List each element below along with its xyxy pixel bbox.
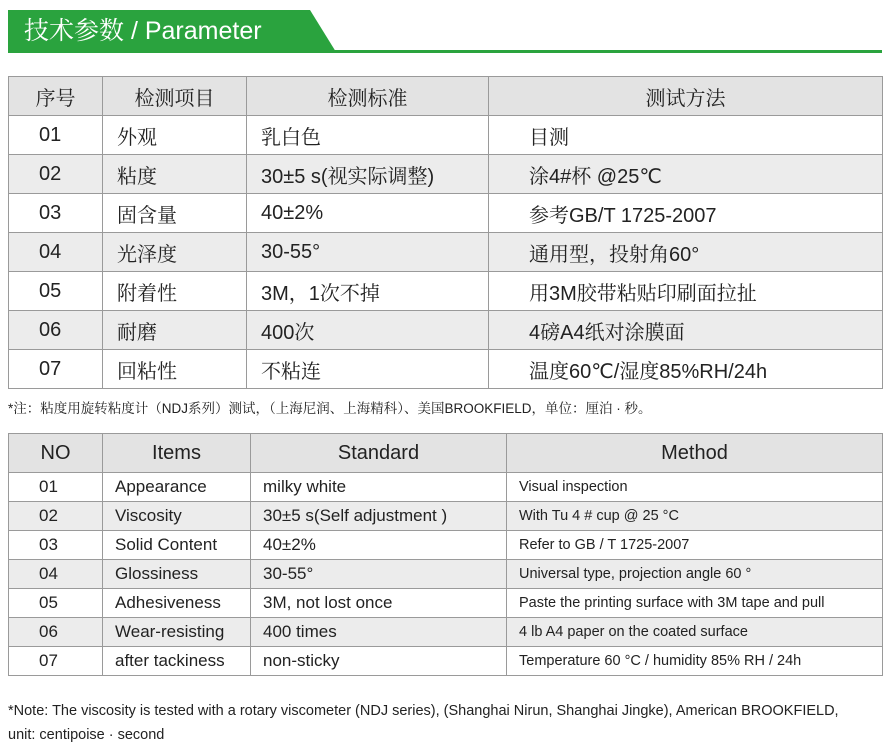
item-cell: Viscosity [103,502,251,531]
table-row [9,618,883,647]
standard-cell: 40±2% [247,194,489,233]
method-cell: Paste the printing surface with 3M tape and pull [507,589,883,618]
header-underline [8,50,882,53]
method-cell: Visual inspection [507,473,883,502]
table-row [9,311,883,350]
standard-cell: 不粘连 [247,350,489,389]
standard-cell: 400 times [251,618,507,647]
item-cell: 粘度 [103,155,247,194]
standard-cell: 30-55° [251,560,507,589]
standard-cell: 3M，1次不掉 [247,272,489,311]
standard-cell: non-sticky [251,647,507,676]
method-cell: 4磅A4纸对涂膜面 [489,311,883,350]
cn-footnote: *注：粘度用旋转粘度计（NDJ系列）测试，（上海尼润、上海精科）、美国BROOKFIELD，单位：厘泊 · 秒。 [8,401,652,416]
method-cell: 目测 [489,116,883,155]
table-row [9,473,883,502]
method-cell: 通用型，投射角60° [489,233,883,272]
item-cell: Solid Content [103,531,251,560]
method-cell: 用3M胶带粘贴印刷面拉扯 [489,272,883,311]
no-cell: 05 [9,272,103,311]
no-cell: 04 [9,233,103,272]
no-cell: 01 [9,116,103,155]
item-cell: 外观 [103,116,247,155]
method-cell: Universal type, projection angle 60 ° [507,560,883,589]
standard-cell: 乳白色 [247,116,489,155]
standard-cell: 3M, not lost once [251,589,507,618]
no-cell: 07 [9,350,103,389]
table-row [9,194,883,233]
method-cell: 参考GB/T 1725-2007 [489,194,883,233]
item-cell: 固含量 [103,194,247,233]
item-cell: after tackiness [103,647,251,676]
method-cell: Temperature 60 °C / humidity 85% RH / 24h [507,647,883,676]
no-cell: 07 [9,647,103,676]
item-cell: 光泽度 [103,233,247,272]
item-cell: Wear-resisting [103,618,251,647]
table-row [9,233,883,272]
no-cell: 04 [9,560,103,589]
table-row [9,647,883,676]
standard-cell: 30±5 s(Self adjustment ) [251,502,507,531]
cn-parameter-table [8,76,883,389]
table-row [9,560,883,589]
method-cell: With Tu 4 # cup @ 25 °C [507,502,883,531]
header-cell-standard: 检测标准 [247,77,489,116]
section-header [0,0,890,56]
table-row [9,531,883,560]
method-cell: 4 lb A4 paper on the coated surface [507,618,883,647]
no-cell: 06 [9,311,103,350]
section-title: 技术参数 / Parameter [24,17,262,45]
header-cell-standard: Standard [251,434,507,473]
method-cell: Refer to GB / T 1725-2007 [507,531,883,560]
no-cell: 03 [9,531,103,560]
table-row [9,272,883,311]
method-cell: 涂4#杯 @25℃ [489,155,883,194]
item-cell: Appearance [103,473,251,502]
no-cell: 03 [9,194,103,233]
table-row [9,116,883,155]
en-footnote: *Note: The viscosity is tested with a rotary viscometer (NDJ series), (Shanghai Nirun, Shanghai Jingke), American BROOKFIELD, unit: centipoise · second [8,703,839,743]
header-cell-item: 检测项目 [103,77,247,116]
table-row [9,350,883,389]
en-parameter-table [8,433,883,676]
item-cell: 附着性 [103,272,247,311]
no-cell: 06 [9,618,103,647]
table-row [9,155,883,194]
item-cell: 耐磨 [103,311,247,350]
standard-cell: 40±2% [251,531,507,560]
no-cell: 02 [9,502,103,531]
header-cell-method: 测试方法 [489,77,883,116]
method-cell: 温度60℃/湿度85%RH/24h [489,350,883,389]
header-cell-no: NO [9,434,103,473]
item-cell: Adhesiveness [103,589,251,618]
table-header-row [9,434,883,473]
item-cell: 回粘性 [103,350,247,389]
standard-cell: 400次 [247,311,489,350]
header-cell-no: 序号 [9,77,103,116]
item-cell: Glossiness [103,560,251,589]
standard-cell: milky white [251,473,507,502]
table-header-row [9,77,883,116]
header-cell-item: Items [103,434,251,473]
no-cell: 02 [9,155,103,194]
no-cell: 01 [9,473,103,502]
header-cell-method: Method [507,434,883,473]
standard-cell: 30±5 s(视实际调整) [247,155,489,194]
standard-cell: 30-55° [247,233,489,272]
no-cell: 05 [9,589,103,618]
table-row [9,589,883,618]
table-row [9,502,883,531]
